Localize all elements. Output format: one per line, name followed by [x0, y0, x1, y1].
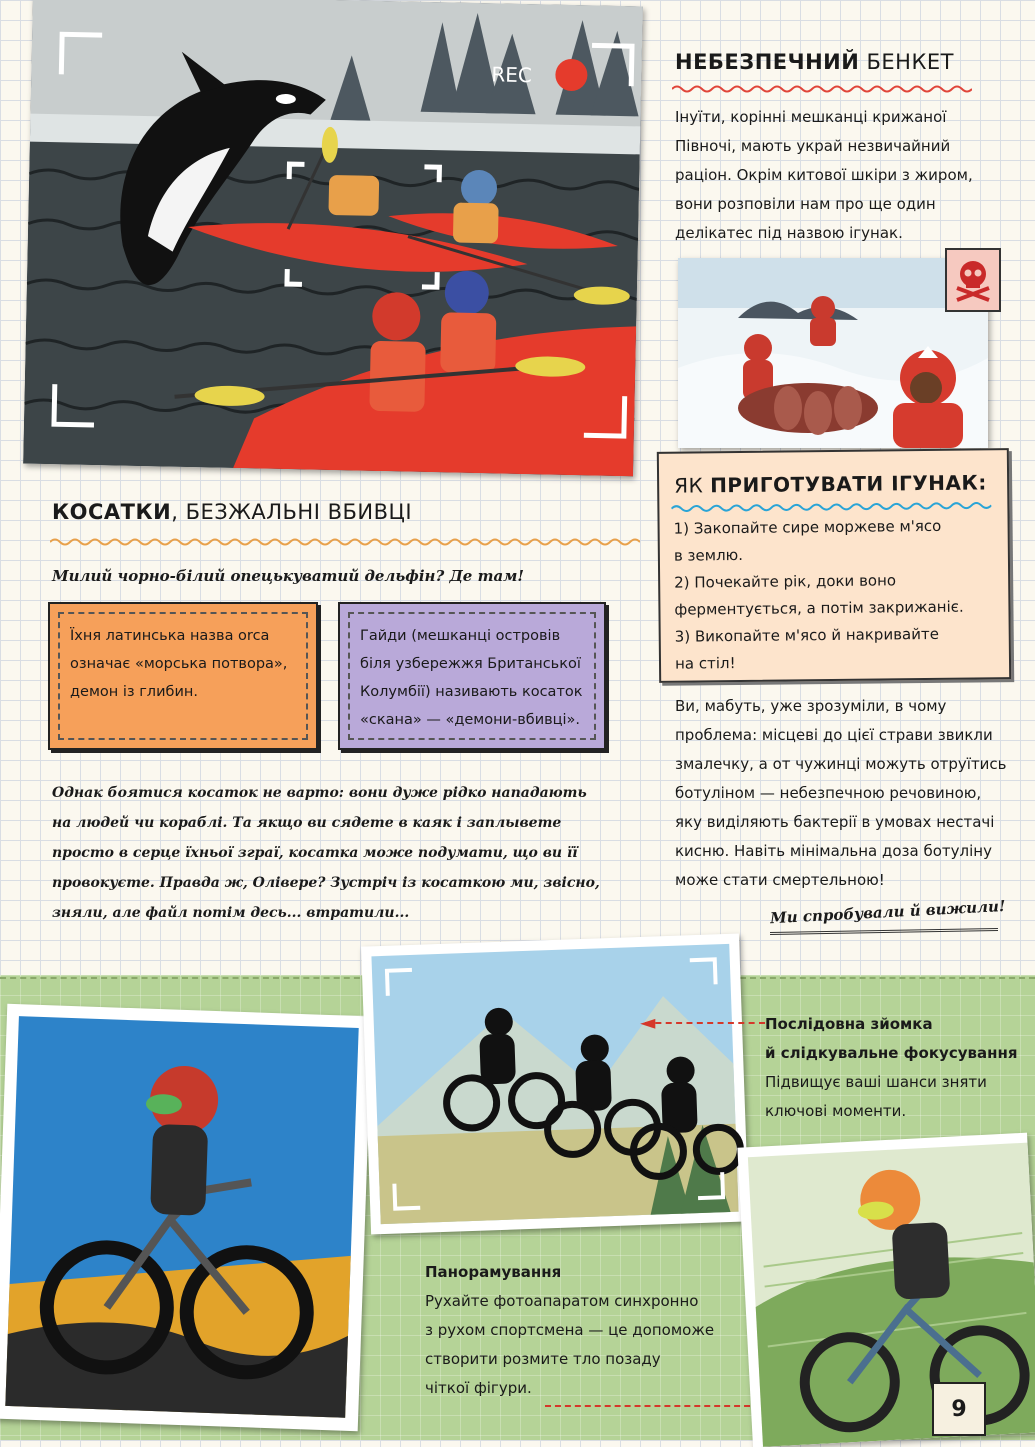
biker-photo-left	[0, 1004, 372, 1431]
problem-line: кисню. Навіть мінімальна доза ботуліну	[675, 842, 992, 860]
orca-title-rest: , БЕЗЖАЛЬНІ ВБИВЦІ	[171, 500, 413, 524]
orca-story-line: просто в серце їхньої зграї, косатка може подумати, що ви її	[52, 845, 578, 861]
panning-line: створити розмите тло позаду	[425, 1350, 661, 1368]
burst-arrow-line	[645, 1022, 765, 1024]
recipe-line: ферментується, а потім закрижаніє.	[674, 597, 964, 619]
section-divider	[0, 977, 370, 979]
recipe-box	[657, 448, 1011, 683]
recipe-title-plain: ЯК	[674, 473, 704, 498]
banquet-title	[675, 50, 975, 74]
banquet-title-bold: НЕБЕЗПЕЧНИЙ	[675, 50, 860, 74]
panning-line: чіткої фігури.	[425, 1379, 532, 1397]
banquet-line: вони розповіли нам про ще один	[675, 195, 936, 213]
page-number: 9	[932, 1382, 986, 1436]
orca-story-line: зняли, але файл потім десь... втратили...	[52, 905, 410, 921]
recipe-title	[674, 470, 1004, 497]
orca-story-line: Однак боятися косаток не варто: вони дуже рідко нападають	[52, 785, 587, 801]
orca-latin-name-box	[48, 602, 318, 750]
haida-line: «скана» — «демони-вбивці».	[360, 712, 581, 728]
banquet-title-rest: БЕНКЕТ	[866, 50, 954, 74]
skull-crossbones-icon	[945, 248, 1001, 312]
panning-arrow-line	[545, 1405, 760, 1407]
orca-kayak-photo	[23, 0, 643, 476]
haida-name-box	[338, 602, 606, 750]
banquet-line: делікатес під назвою ігунак.	[675, 224, 903, 242]
haida-line: Гайди (мешканці островів	[360, 628, 561, 644]
burst-subtitle: й слідкувальне фокусування	[765, 1044, 1018, 1062]
orca-title	[52, 500, 552, 524]
problem-text	[675, 692, 1020, 895]
problem-line: змалечку, а от чужинці можуть отруїтись	[675, 755, 1007, 773]
orca-story	[52, 778, 632, 928]
recipe-line: 3) Викопайте м'ясо й накривайте	[674, 624, 939, 646]
problem-line: Ви, мабуть, уже зрозуміли, в чому	[675, 697, 947, 715]
recipe-line: в землю.	[673, 545, 744, 565]
panning-line: з рухом спортсмена — це допоможе	[425, 1321, 715, 1339]
haida-name-inner	[348, 612, 596, 740]
burst-line: Підвищує ваші шанси зняти	[765, 1073, 987, 1091]
orca-title-bold: КОСАТКИ	[52, 500, 172, 524]
banquet-line: Півночі, мають украй незвичайний	[675, 137, 951, 155]
burst-silhouette-photo	[361, 933, 749, 1234]
burst-line: ключові моменти.	[765, 1102, 907, 1120]
burst-caption	[765, 1010, 1025, 1126]
panning-title: Панорамування	[425, 1263, 562, 1281]
recipe-line: 2) Почекайте рік, доки воно	[674, 571, 897, 592]
problem-line: проблема: місцеві до цієї страви звикли	[675, 726, 993, 744]
recipe-steps	[673, 512, 1005, 677]
rec-label: REC	[491, 62, 533, 88]
recipe-line: 1) Закопайте сире моржеве м'ясо	[673, 516, 942, 538]
banquet-text	[675, 103, 1015, 248]
orca-wavy-underline	[50, 537, 640, 547]
problem-line: яку виділяють бактерії в умовах нестачі	[675, 813, 995, 831]
problem-line: може стати смертельною!	[675, 871, 885, 889]
orca-latin-name-inner	[58, 612, 308, 740]
recipe-wavy-underline	[671, 500, 991, 513]
orca-story-line: на людей чи кораблі. Та якщо ви сядете в каяк і заплывете	[52, 815, 562, 831]
burst-title: Послідовна зйомка	[765, 1015, 933, 1033]
panning-caption	[425, 1258, 745, 1403]
orca-story-line: провокуєте. Правда ж, Олівере? Зустріч із косаткою ми, звісно,	[52, 875, 600, 891]
section-divider	[740, 977, 1035, 979]
recipe-title-bold: ПРИГОТУВАТИ ІГУНАК:	[709, 470, 987, 498]
orca-latin-line: Їхня латинська назва orca	[70, 628, 270, 644]
panning-line: Рухайте фотоапаратом синхронно	[425, 1292, 699, 1310]
banquet-wavy-underline	[672, 84, 972, 94]
arrow-left-icon: ◄	[640, 1010, 656, 1034]
haida-line: Колумбії) називають косаток	[360, 684, 583, 700]
banquet-line: раціон. Окрім китової шкіри з жиром,	[675, 166, 973, 184]
problem-line: ботуліном — небезпечною речовиною,	[675, 784, 982, 802]
orca-subtitle: Милий чорно-білий опецькуватий дельфін? Де там!	[52, 567, 525, 585]
recipe-line: на стіл!	[674, 654, 736, 673]
orca-latin-line: демон із глибин.	[70, 684, 198, 700]
biker-photo-right	[737, 1133, 1035, 1447]
igunak-photo	[678, 258, 988, 448]
orca-latin-line: означає «морська потвора»,	[70, 656, 288, 672]
banquet-line: Інуїти, корінні мешканці крижаної	[675, 108, 947, 126]
haida-line: біля узбережжя Британської	[360, 656, 581, 672]
signature-note: Ми спробували й вижили!	[769, 896, 1006, 928]
